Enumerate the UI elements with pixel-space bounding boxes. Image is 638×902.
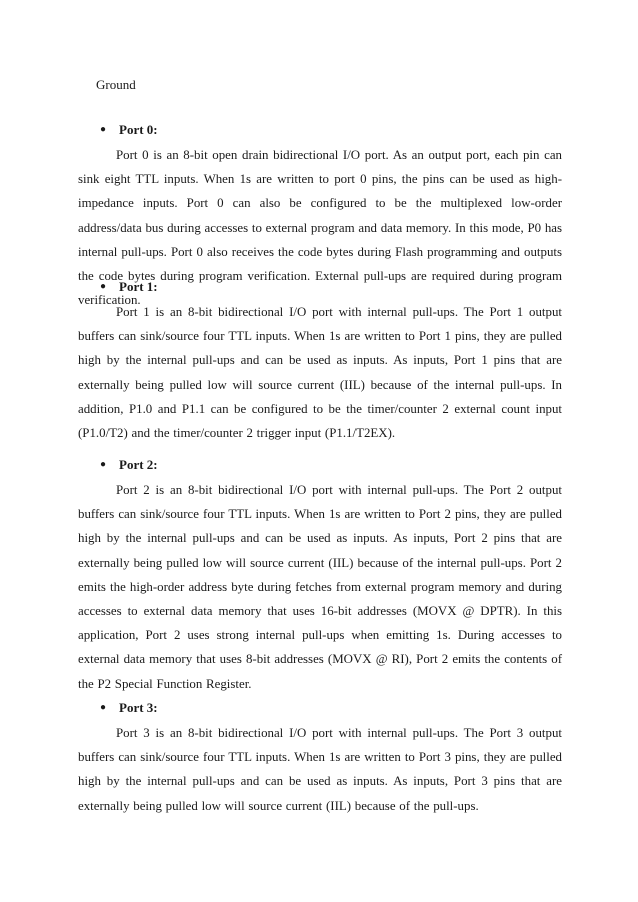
section-heading	[78, 277, 562, 297]
section-port-2	[78, 455, 562, 696]
bullet-icon: ●	[100, 281, 107, 292]
section-paragraph: Port 3 is an 8-bit bidirectional I/O port with internal pull-ups. The Port 3 output buffers can sink/source four TTL inputs. When 1s are written to Port 3 pins, they are pulled high by the internal pull-ups and can be used as inputs. As inputs, Port 3 pins that are externally being pulled low will source current (IIL) because of the pull-ups.	[78, 726, 562, 813]
heading-label: Port 2:	[119, 457, 158, 472]
section-heading	[78, 698, 562, 718]
bullet-icon: ●	[100, 124, 107, 135]
heading-label: Port 1:	[119, 279, 158, 294]
ground-label: Ground	[96, 77, 136, 92]
section-heading	[78, 120, 562, 140]
section-paragraph: Port 0 is an 8-bit open drain bidirectional I/O port. As an output port, each pin can sink eight TTL inputs. When 1s are written to port 0 pins, the pins can be used as high-impedance inputs. Port 0 can also be configured to be the multiplexed low-order address/data bus during accesses to external program and data memory. In this mode, P0 has internal pull-ups. Port 0 also receives the code bytes during Flash programming and outputs the code bytes during program verification. External pull-ups are required during program verification.	[78, 148, 562, 308]
section-port-1	[78, 277, 562, 445]
section-port-3	[78, 698, 562, 818]
section-paragraph: Port 1 is an 8-bit bidirectional I/O port with internal pull-ups. The Port 1 output buffers can sink/source four TTL inputs. When 1s are written to Port 1 pins, they are pulled high by the internal pull-ups and can be used as inputs. As inputs, Port 1 pins that are externally being pulled low will source current (IIL) because of the internal pull-ups. In addition, P1.0 and P1.1 can be configured to be the timer/counter 2 external count input (P1.0/T2) and the timer/counter 2 trigger input (P1.1/T2EX).	[78, 305, 562, 441]
heading-label: Port 3:	[119, 700, 158, 715]
bullet-icon: ●	[100, 702, 107, 713]
heading-label: Port 0:	[119, 122, 158, 137]
bullet-icon: ●	[100, 459, 107, 470]
section-paragraph: Port 2 is an 8-bit bidirectional I/O port with internal pull-ups. The Port 2 output buffers can sink/source four TTL inputs. When 1s are written to Port 2 pins, they are pulled high by the internal pull-ups and can be used as inputs. As inputs, Port 2 pins that are externally being pulled low will source current (IIL) because of the internal pull-ups. Port 2 emits the high-order address byte during fetches from external program memory and during accesses to external data memory that uses 16-bit addresses (MOVX @ DPTR). In this application, Port 2 uses strong internal pull-ups when emitting 1s. During accesses to external data memory that uses 8-bit addresses (MOVX @ RI), Port 2 emits the contents of the P2 Special Function Register.	[78, 483, 562, 691]
section-heading	[78, 455, 562, 475]
